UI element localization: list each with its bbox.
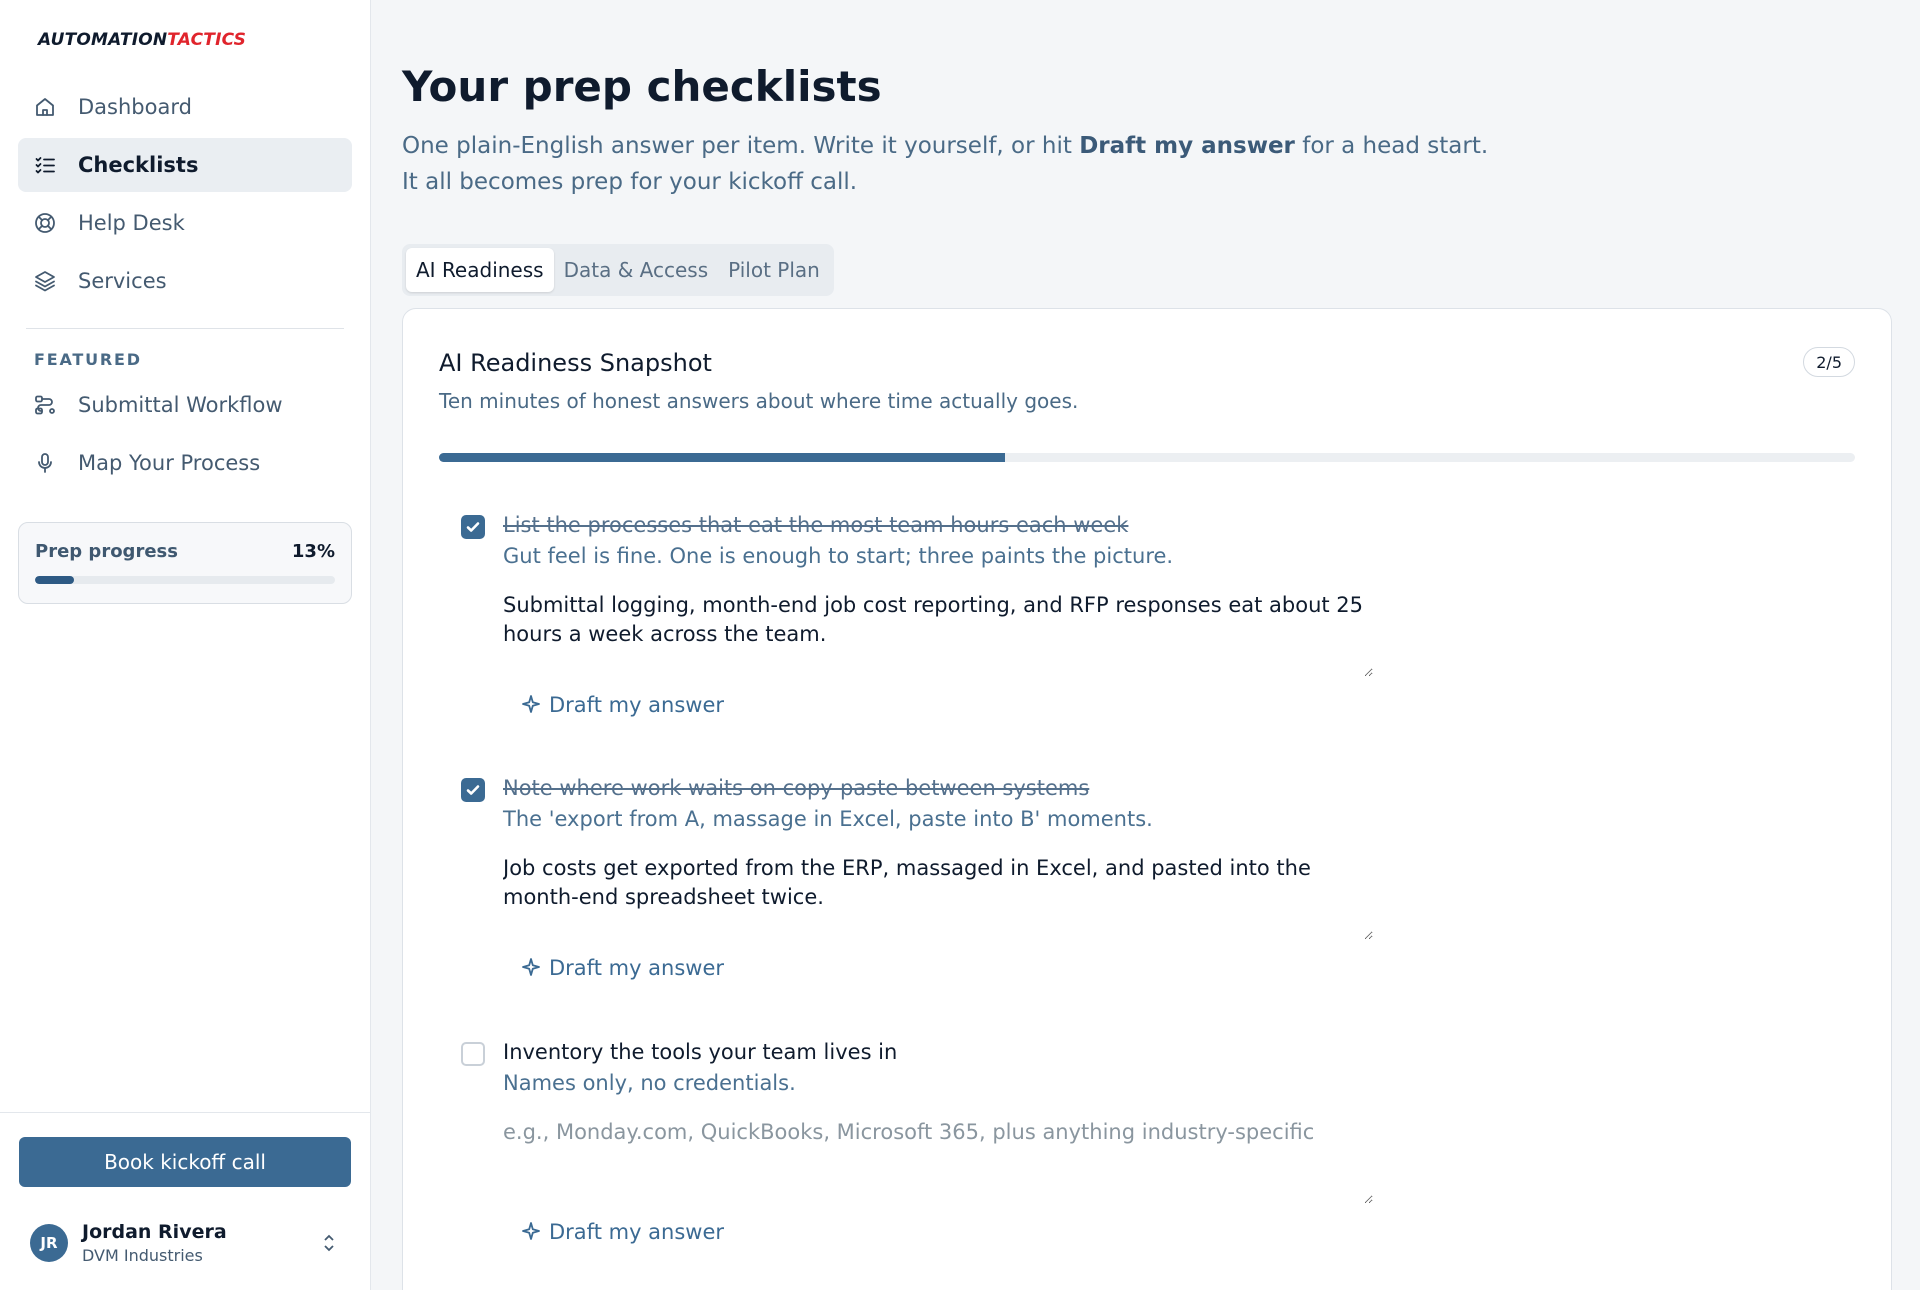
page-subtitle-emphasis: Draft my answer	[1079, 133, 1295, 159]
page-title: Your prep checklists	[402, 62, 882, 111]
draft-answer-button[interactable]	[519, 1220, 724, 1244]
draft-answer-button[interactable]	[519, 693, 724, 717]
check-icon	[465, 782, 481, 798]
check-icon	[465, 519, 481, 535]
sidebar-item-label: Checklists	[78, 153, 199, 177]
layers-icon	[32, 268, 58, 294]
draft-answer-button[interactable]	[519, 956, 724, 980]
answer-textarea[interactable]	[503, 583, 1373, 677]
checkbox[interactable]	[461, 515, 485, 539]
prep-progress-card	[18, 522, 352, 604]
checklist-icon	[32, 152, 58, 178]
sidebar	[0, 0, 371, 1290]
featured-nav	[18, 378, 352, 494]
user-menu[interactable]	[30, 1213, 346, 1273]
page-subtitle	[402, 128, 1502, 200]
sparkle-icon	[519, 956, 543, 980]
sidebar-divider	[26, 328, 344, 329]
sidebar-item-label: Submittal Workflow	[78, 393, 283, 417]
lifebuoy-icon	[32, 210, 58, 236]
sparkle-icon	[519, 693, 543, 717]
draft-answer-label: Draft my answer	[549, 1220, 725, 1244]
brand-logo-part1: AUTOMATION	[38, 30, 168, 50]
prep-progress-label: Prep progress	[35, 541, 178, 562]
checklist-item-title: Inventory the tools your team lives in	[503, 1040, 898, 1064]
sidebar-item-map-your-process[interactable]	[18, 436, 352, 490]
answer-textarea[interactable]	[503, 1110, 1373, 1204]
sparkle-icon	[519, 1220, 543, 1244]
sidebar-item-submittal-workflow[interactable]	[18, 378, 352, 432]
main-nav	[18, 80, 352, 312]
draft-answer-label: Draft my answer	[549, 956, 725, 980]
tab-ai-readiness[interactable]: AI Readiness	[406, 248, 554, 292]
sidebar-item-dashboard[interactable]	[18, 80, 352, 134]
answer-textarea[interactable]	[503, 846, 1373, 940]
checklist-tabs	[402, 244, 834, 296]
checklist-item-hint: Gut feel is fine. One is enough to start; three paints the picture.	[503, 544, 1174, 568]
checklist-title: AI Readiness Snapshot	[439, 349, 712, 377]
checklist-item-hint: Names only, no credentials.	[503, 1071, 796, 1095]
page-subtitle-text-end: for a head start. It all becomes prep for your kickoff call.	[402, 133, 1489, 195]
featured-section-label: FEATURED	[34, 350, 142, 369]
book-kickoff-call-button[interactable]: Book kickoff call	[19, 1137, 351, 1187]
tab-data-access[interactable]: Data & Access	[563, 258, 709, 282]
sidebar-item-help-desk[interactable]	[18, 196, 352, 250]
avatar: JR	[30, 1224, 68, 1262]
home-icon	[32, 94, 58, 120]
checklist-card	[402, 308, 1892, 1290]
user-info	[82, 1221, 320, 1265]
checkbox[interactable]	[461, 1042, 485, 1066]
page-subtitle-text: One plain-English answer per item. Write it yourself, or hit	[402, 133, 1080, 159]
draft-answer-label: Draft my answer	[549, 693, 725, 717]
brand-logo-part2: TACTICS	[167, 30, 247, 50]
sidebar-footer	[0, 1112, 371, 1290]
checkbox[interactable]	[461, 778, 485, 802]
checklist-item-hint: The 'export from A, massage in Excel, paste into B' moments.	[503, 807, 1153, 831]
sidebar-item-label: Services	[78, 269, 167, 293]
checklist-item-title: Note where work waits on copy-paste between systems	[503, 776, 1090, 800]
checklist-progress-bar	[439, 453, 1855, 462]
microphone-icon	[32, 450, 58, 476]
prep-progress-bar	[35, 576, 335, 584]
checklist-subtitle: Ten minutes of honest answers about where time actually goes.	[439, 389, 1079, 413]
status-badge: 2/5	[1803, 347, 1855, 377]
user-name: Jordan Rivera	[82, 1221, 227, 1243]
tab-pilot-plan[interactable]: Pilot Plan	[728, 258, 820, 282]
prep-progress-bar-fill	[35, 576, 74, 584]
sidebar-item-services[interactable]	[18, 254, 352, 308]
sidebar-item-label: Help Desk	[78, 211, 185, 235]
sidebar-item-label: Map Your Process	[78, 451, 261, 475]
checklist-progress-bar-fill	[439, 453, 1005, 462]
checklist-item-title: List the processes that eat the most team hours each week	[503, 513, 1129, 537]
sidebar-item-checklists[interactable]	[18, 138, 352, 192]
sidebar-item-label: Dashboard	[78, 95, 192, 119]
user-org: DVM Industries	[82, 1246, 203, 1265]
workflow-icon	[32, 392, 58, 418]
chevron-up-down-icon[interactable]	[320, 1231, 338, 1255]
brand-logo[interactable]	[38, 30, 246, 50]
prep-progress-value: 13%	[291, 541, 335, 562]
